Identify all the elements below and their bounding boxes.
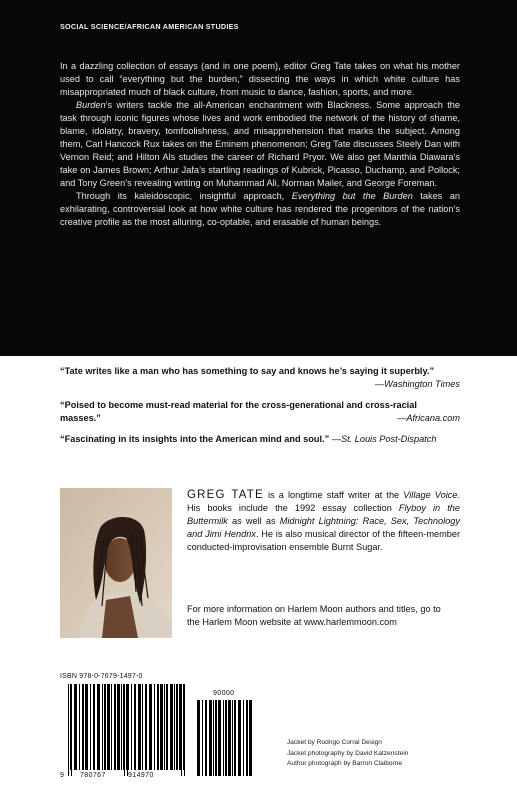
barcode-left-digits: 780767 <box>80 772 106 779</box>
bio-book-title: Flyboy in the Buttermilk <box>187 503 460 526</box>
description-panel <box>0 0 517 356</box>
paragraph-3-text-a: Through its kaleidoscopic, insightful approach, <box>76 191 292 201</box>
bio-text: is a longtime staff writer at the <box>263 490 404 500</box>
barcode-lead-digit: 9 <box>60 772 65 779</box>
quote-source: Washington Times <box>384 379 460 389</box>
quote-text: “Fascinating in its insights into the American mind and soul.” <box>60 434 330 444</box>
book-title-ref: Burden <box>76 100 106 110</box>
bio-book-title: Midnight Lightning: Race, Sex, Technology and Jimi Hendrix <box>187 516 460 539</box>
quote-source: St. Louis Post-Dispatch <box>340 434 437 444</box>
book-description <box>60 60 460 229</box>
quote-text: “Poised to become must-read material for the cross-generational and cross-racial masses.” <box>60 400 417 423</box>
barcode-addon-digits: 90000 <box>213 690 235 697</box>
bio-text: . He is also musical director of the fifteen-member conducted-improvisation ensemble Burnt Sugar. <box>187 529 461 552</box>
author-bio <box>187 489 460 554</box>
author-photo <box>60 488 172 638</box>
author-name: GREG TATE <box>187 489 264 501</box>
publisher-info: For more information on Harlem Moon authors and titles, go to the Harlem Moon website at www.harlemmoon.com <box>187 604 441 627</box>
bio-text: as well as <box>227 516 280 526</box>
jacket-credits <box>287 738 408 770</box>
quote-source: Africana.com <box>406 413 460 423</box>
quote-text: “Tate writes like a man who has something to say and knows he’s saying it superbly.” <box>60 366 435 376</box>
paragraph-3-text-b: takes an exhilarating, controversial look at how white culture has rendered the progenitors of the nation’s creative profile as the most alluring, co-optable, and erasable of human beings. <box>60 191 460 227</box>
credit-line: Author photograph by Barron Claiborne <box>287 760 403 767</box>
bio-text: . His books include the 1992 essay collection <box>187 490 461 513</box>
description-paragraph-1: In a dazzling collection of essays (and in one poem), editor Greg Tate takes on what his mother used to call “everything but the burden,” dissecting the ways in which white culture has misappropriated much of black culture, from music to dance, fashion, sports, and more. <box>60 61 460 97</box>
barcode-right-digits: 914970 <box>128 772 154 779</box>
paragraph-2-text: ’s writers tackle the all-American enchantment with Blackness. Some approach the task through iconic figures whose lives and work embodied the network of the history of shame, blame, idolatry, bravery, tomfoolishness, and misapprehension that marks the subject. Among them, Carl Hancock Rux takes on the Eminem phenomenon; Greg Tate discusses Steely Dan with Vernon Reid; and Hilton Als studies the career of Richard Pryor. We also get Manthia Diawara’s take on James Brown; Arthur Jafa’s startling readings of Kubrick, Picasso, Duchamp, and Pollock; and Tony Green’s revealing writing on Muhammad Ali, Norman Mailer, and George Foreman. <box>60 100 460 188</box>
credit-line: Jacket photography by David Katzenstein <box>287 749 409 757</box>
barcode <box>60 684 260 780</box>
review-quote <box>60 365 460 391</box>
description-paragraph-2 <box>60 99 460 190</box>
quote-attribution: —Washington Times <box>374 379 460 389</box>
review-quotes <box>60 365 460 454</box>
review-quote: “Fascinating in its insights into the American mind and soul.” —St. Louis Post-Dispatch <box>60 434 437 444</box>
credit-line: Jacket by Rodrigo Corral Design <box>287 739 382 746</box>
quote-attribution: —Africana.com <box>397 413 460 423</box>
review-quote <box>60 399 460 425</box>
book-title-ref: Everything but the Burden <box>291 191 413 201</box>
category-label: SOCIAL SCIENCE/AFRICAN AMERICAN STUDIES <box>60 22 239 31</box>
bio-publication: Village Voice <box>403 490 458 500</box>
isbn-label: ISBN 978-0-7679-1497-0 <box>60 673 143 680</box>
description-paragraph-3 <box>60 190 460 229</box>
